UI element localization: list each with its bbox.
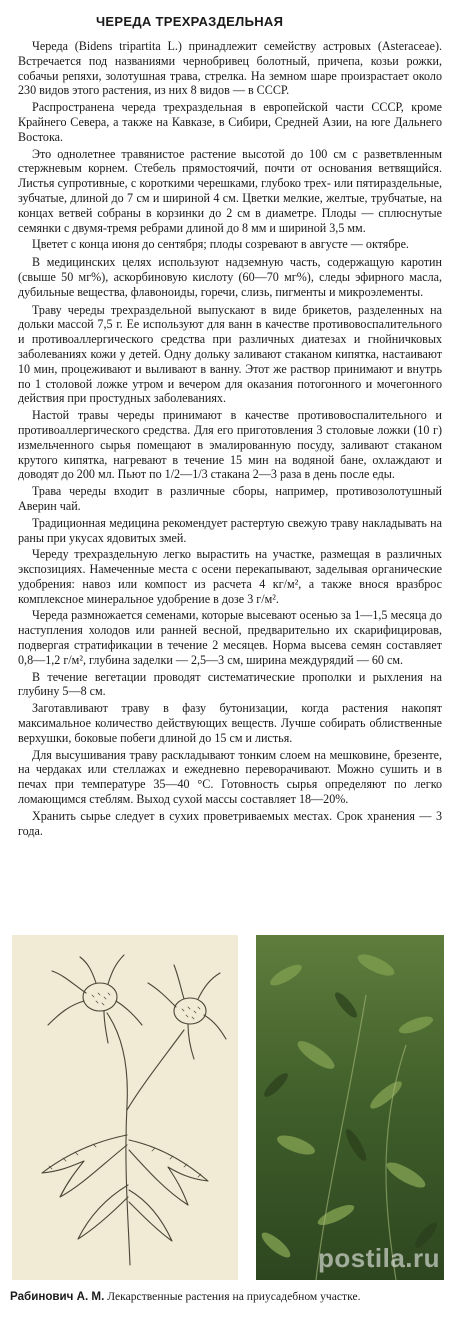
- paragraph-cultivation: Череду трехраздельную легко вырастить на участке, размещая в различных экспозициях. Намеченные места с осени перекапывают, заделывая органические удобрения: навоз или компост из расчета 4 кг/м², а также внося вразброс комплексное минеральное удобрение в дозе 3 г/м².: [18, 547, 442, 606]
- paragraph-traditional: Традиционная медицина рекомендует растертую свежую траву накладывать на раны при укусах ядовитых змей.: [18, 515, 442, 545]
- citation-author: Рабинович А. М.: [10, 1290, 105, 1303]
- article-title: ЧЕРЕДА ТРЕХРАЗДЕЛЬНАЯ: [96, 14, 284, 29]
- paragraph-composition: В медицинских целях используют надземную часть, содержащую каротин (свыше 50 мг%), аскорбиновую кислоту (60—70 мг%), следы эфирного масла, дубильные вещества, флавоноиды, горечи, слизь, пигменты и микроэлементы.: [18, 255, 442, 299]
- paragraph-briquettes: Траву череды трехраздельной выпускают в виде брикетов, разделенных на дольки массой 7,5 г. Ее используют для ванн в качестве противовоспалительного и противоаллергического средства при различных диатезах и гнойничковых заболеваниях кожи у детей. Одну дольку заливают стаканом кипятка, настаивают 10 мин, процеживают и выливают в ванну. Этот же раствор принимают и внутрь по 1 столовой ложке утром и вечером для оказания потогонного и мочегонного действия при простудных заболеваниях.: [18, 302, 442, 406]
- paragraph-infusion: Настой травы череды принимают в качестве противовоспалительного и противоаллергического средства. Для его приготовления 3 столовые ложки (10 г) измельченного сырья помещают в эмалированную посуду, заливают стаканом крутого кипятка, нагревают в течение 15 мин на водяной бане, охлаждают и доводят до 200 мл. Пьют по 1/2—1/3 стакана 2—3 раза в день после еды.: [18, 408, 442, 482]
- source-citation: [10, 1290, 452, 1304]
- paragraph-weeding: В течение вегетации проводят систематические прополки и рыхления на глубину 5—8 см.: [18, 669, 442, 699]
- plant-photo: [256, 935, 444, 1280]
- paragraph-storage: Хранить сырье следует в сухих проветриваемых местах. Срок хранения — 3 года.: [18, 808, 442, 838]
- paragraph-collections: Трава череды входит в различные сборы, например, противозолотушный Аверин чай.: [18, 484, 442, 513]
- paragraph-intro: Череда (Bidens tripartita L.) принадлежит семейству астровых (Asteraceae). Встречается под названиями чернобривец болотный, причепа, козьи рожки, собачьи репяхи, золотушная трава, стрелка. На земном шаре произрастает около 230 видов этого растения, из них 8 видов — в СССР.: [18, 39, 442, 98]
- paragraph-flowering: Цветет с конца июня до сентября; плоды созревают в августе — октябре.: [32, 237, 409, 252]
- paragraph-distribution: Распространена череда трехраздельная в европейской части СССР, кроме Крайнего Севера, а также на Кавказе, в Сибири, Средней Азии, на юге Дальнего Востока.: [18, 100, 442, 144]
- citation-title: Лекарственные растения на приусадебном участке.: [107, 1290, 361, 1303]
- bidens-drawing-icon: [12, 935, 238, 1280]
- article: [18, 14, 442, 840]
- plant-photo-foliage-icon: [256, 935, 444, 1280]
- illustrations: [12, 935, 444, 1280]
- botanical-drawing: [12, 935, 238, 1280]
- paragraph-description: Это однолетнее травянистое растение высотой до 100 см с разветвленным стержневым корнем. Стебель прямостоячий, почти от основания ветвящийся. Листья супротивные, с короткими черешками, глубоко трех- или пятираздельные, зубчатые, длиной до 7 см и шириной 4 см. Цветки мелкие, желтые, трубчатые, на концах ветвей собраны в корзинки до 2 см в диаметре. Плоды — сплюснутые семянки с двумя-тремя ребрами длиной до 8 мм и шириной 3,5 мм.: [18, 146, 442, 235]
- paragraph-propagation: Череда размножается семенами, которые высевают осенью за 1—1,5 месяца до наступления холодов или ранней весной, предварительно их скарифицировав, подвергая стратификации в течение 2 месяцев. Норма высева семян составляет 0,8—1,2 г/м², глубина заделки — 2,5—3 см, ширина междурядий — 60 см.: [18, 608, 442, 667]
- watermark: postila.ru: [317, 1243, 440, 1273]
- paragraph-drying: Для высушивания траву раскладывают тонким слоем на мешковине, брезенте, на чердаках или стеллажах и ежедневно переворачивают. Можно сушить и в печах при температуре 35—40 °С. Готовность сырья определяют по легко ломающимся стеблям. Выход сухой массы составляет 18—20%.: [18, 747, 442, 807]
- paragraph-harvesting: Заготавливают траву в фазу бутонизации, когда растения накопят максимальное количество действующих веществ. Лучше собирать облиственные верхушки, боковые побеги длиной до 15 см и листья.: [18, 701, 442, 745]
